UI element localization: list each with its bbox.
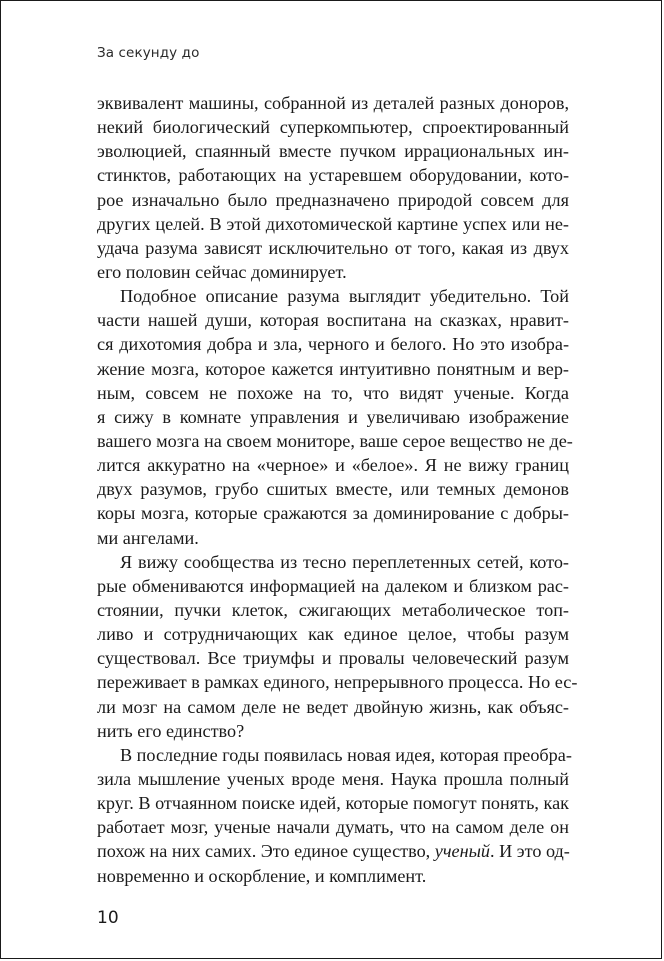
page-number: 10 (97, 908, 119, 928)
text-line: зила мышление ученых вроде меня. Наука прошла полный (97, 768, 569, 789)
text-fragment: . И это од- (490, 841, 570, 862)
text-line: коры мозга, которые сражаются за доминирование с добры- (97, 503, 569, 524)
text-line: нить его единство? (97, 720, 245, 741)
text-line: удача разума зависят исключительно от того, какая из двух (97, 237, 569, 258)
text-line: ми ангелами. (97, 527, 199, 548)
text-line: ливо и сотрудничающих как единое целое, чтобы разум (97, 624, 569, 645)
text-line: Я вижу сообщества из тесно переплетенных сетей, кото- (120, 551, 569, 572)
text-line: я сижу в комнате управления и увеличиваю изображение (97, 406, 569, 427)
text-line: эквивалент машины, собранной из деталей разных доноров, (97, 93, 569, 113)
text-line: двух разумов, грубо сшитых вместе, или темных демонов (97, 479, 569, 500)
text-line: Подобное описание разума выглядит убедительно. Той (120, 286, 569, 307)
text-line: некий биологический суперкомпьютер, спроектированный (97, 117, 569, 138)
text-line: его половин сейчас доминирует. (97, 261, 347, 282)
text-line: части нашей души, которая воспитана на сказках, нравит- (97, 310, 569, 331)
text-line: переживает в рамках единого, непрерывного процесса. Но ес- (97, 672, 578, 693)
text-line: других целей. В этой дихотомической картине успех или не- (97, 213, 569, 234)
running-head: За секунду до (97, 45, 200, 61)
text-line: ся дихотомия добра и зла, черного и белого. Но это изобра- (97, 334, 569, 355)
text-line-with-emphasis (97, 839, 569, 863)
text-line: круг. В отчаянном поиске идей, которые помогут понять, как (97, 793, 569, 814)
text-fragment: похож на них самих. Это единое существо, (97, 841, 435, 862)
italic-word: ученый (434, 841, 491, 862)
text-line: ным, совсем не похоже на то, что видят ученые. Когда (97, 382, 569, 403)
text-line: рые обмениваются информацией на далеком и близком рас- (97, 575, 569, 596)
text-line: вашего мозга на своем мониторе, ваше серое вещество не де- (97, 430, 573, 451)
text-line: стоянии, пучки клеток, сжигающих метаболическое топ- (97, 599, 569, 620)
text-line: существовал. Все триумфы и провалы человеческий разум (97, 648, 569, 669)
body-text (97, 91, 578, 888)
text-line: ли мозг на самом деле не ведет двойную жизнь, как объяс- (97, 696, 569, 717)
text-line: жение мозга, которое кажется интуитивно понятным и вер- (97, 358, 569, 379)
text-line: новременно и оскорбление, и комплимент. (97, 865, 427, 886)
text-line: работает мозг, ученые начали думать, что на самом деле он (97, 817, 569, 838)
text-line: эволюцией, спаянный вместе пучком иррациональных ин- (97, 141, 569, 162)
text-line: стинктов, работающих на устаревшем оборудовании, кото- (97, 165, 569, 186)
text-line: рое изначально было предназначено природой совсем для (97, 189, 569, 210)
text-line: лится аккуратно на «черное» и «белое». Я не вижу границ (97, 455, 569, 476)
text-line: В последние годы появилась новая идея, которая преобра- (120, 744, 572, 765)
